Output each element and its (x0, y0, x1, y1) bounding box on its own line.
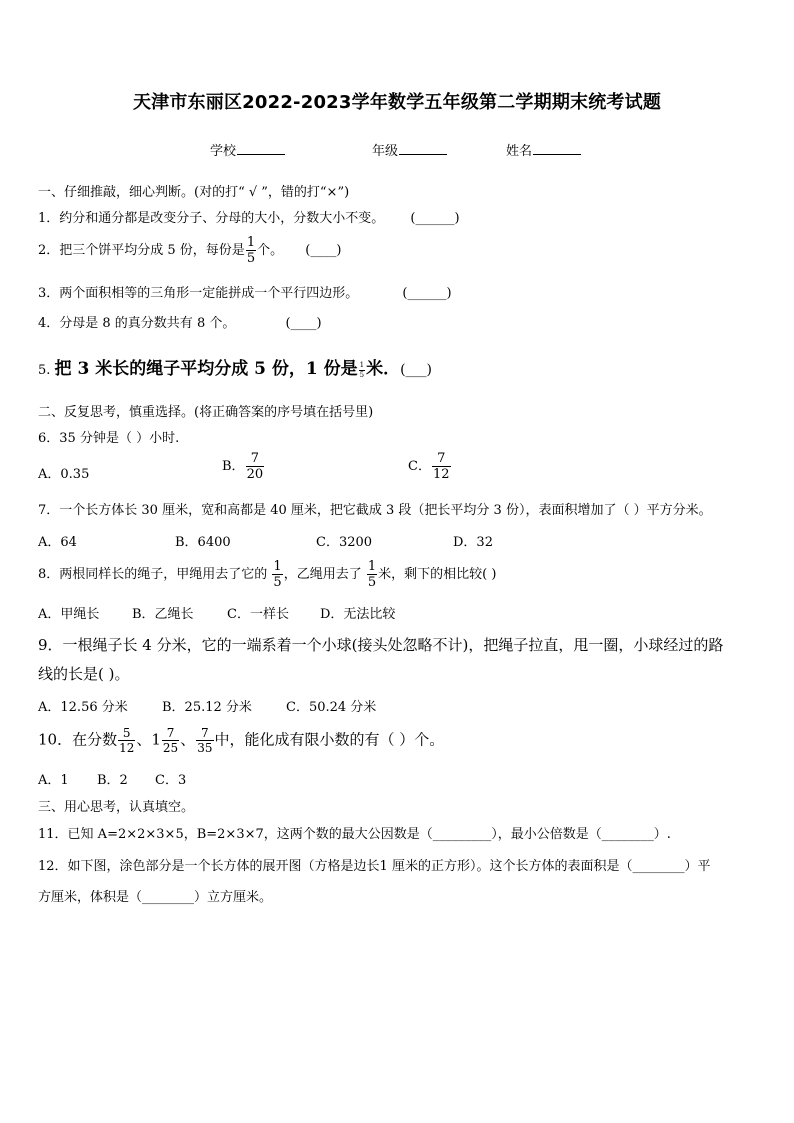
q8-text: 8．两根同样长的绳子，甲绳用去了它的 (38, 567, 268, 582)
q9-option-b[interactable]: B．25.12 分米 (162, 700, 252, 715)
question-11: 11．已知 A=2×2×3×5，B=2×3×7，这两个数的最大公因数是（_________），最小公倍数是（________）. (38, 827, 671, 842)
q8-f1-den: 5 (273, 575, 282, 590)
q9-option-a[interactable]: A．12.56 分米 (38, 700, 128, 715)
section3-heading: 三、用心思考，认真填空。 (38, 800, 195, 815)
school-field[interactable] (210, 140, 285, 159)
question-9-line-1: 9．一根绳子长 4 分米，它的一端系着一个小球(接头处忽略不计)，把绳子拉直，甩一圈，小球经过的路 (38, 636, 724, 654)
q2-frac-den: 5 (246, 251, 256, 266)
q10-option-c[interactable]: C．3 (155, 773, 187, 788)
q10-option-b[interactable]: B．2 (97, 773, 128, 788)
q5-text: 把 3 米长的绳子平均分成 5 份，1 份是 (54, 359, 358, 379)
q5-frac-num: 1 (359, 361, 365, 369)
q10-f2-den: 25 (162, 741, 179, 755)
question-2 (38, 236, 341, 265)
q5-frac-den: 5 (359, 371, 365, 379)
question-8 (38, 560, 496, 589)
q6-option-b-label: B． (222, 459, 245, 474)
q3-text: 3．两个面积相等的三角形一定能拼成一个平行四边形。 (38, 286, 359, 301)
q6-b-den: 20 (246, 467, 264, 482)
q8-fraction-2 (367, 560, 377, 589)
q2-frac-num: 1 (246, 235, 256, 250)
q6-option-a[interactable]: A．0.35 (38, 467, 90, 482)
q7-option-b[interactable]: B．6400 (175, 535, 231, 550)
q6-option-c[interactable] (408, 452, 452, 481)
q8-f2-den: 5 (367, 575, 377, 590)
q6-c-den: 12 (432, 467, 450, 482)
q2-fraction (246, 236, 256, 265)
school-label: 学校 (210, 144, 237, 159)
question-3 (38, 282, 452, 301)
q8-post: 米，剩下的相比较( ) (378, 567, 497, 582)
school-blank[interactable] (237, 142, 285, 155)
q10-sep2: 、 (180, 730, 196, 749)
grade-blank[interactable] (399, 142, 447, 155)
grade-field[interactable] (372, 140, 447, 159)
q4-text: 4．分母是 8 的真分数共有 8 个。 (38, 316, 236, 331)
grade-label: 年级 (372, 144, 399, 159)
q10-f1-num: 5 (122, 726, 131, 740)
q6-c-num: 7 (437, 451, 446, 466)
q2-answer[interactable]: (____) (305, 243, 342, 258)
q8-option-b[interactable]: B．乙绳长 (132, 607, 194, 622)
q1-answer[interactable]: (______) (410, 211, 460, 226)
q7-option-c[interactable]: C．3200 (316, 535, 373, 550)
q6-b-fraction (246, 452, 265, 481)
q8-option-d[interactable]: D．无法比较 (320, 607, 396, 622)
question-4 (38, 312, 322, 331)
q10-sep1: 、1 (136, 730, 161, 749)
q7-option-a[interactable]: A．64 (38, 535, 77, 550)
question-9-line-2: 线的长是( )。 (38, 665, 130, 683)
q2-post: 个。 (257, 243, 284, 258)
question-6: 6．35 分钟是（ ）小时. (38, 431, 180, 446)
q9-option-c[interactable]: C．50.24 分米 (286, 700, 377, 715)
question-7: 7．一个长方体长 30 厘米，宽和高都是 40 厘米，把它截成 3 段（把长平均分 3 份），表面积增加了（ ）平方分米。 (38, 503, 712, 518)
section2-heading: 二、反复思考，慎重选择。(将正确答案的序号填在括号里) (38, 405, 374, 420)
q8-option-a[interactable]: A．甲绳长 (38, 607, 100, 622)
q10-fraction-2 (162, 727, 179, 754)
q10-f2-num: 7 (166, 726, 175, 740)
question-10 (38, 727, 444, 754)
name-label: 姓名 (506, 144, 533, 159)
q8-mid: ，乙绳用去了 (283, 567, 362, 582)
q6-option-b[interactable] (222, 452, 265, 481)
q10-fraction-3 (196, 727, 213, 754)
q10-fraction-1 (118, 727, 135, 754)
q5-post: 米． (366, 359, 401, 379)
question-1 (38, 207, 460, 226)
question-12-line-2: 方厘米，体积是（________）立方厘米。 (38, 890, 273, 905)
q10-option-a[interactable]: A．1 (38, 773, 69, 788)
q5-fraction (359, 362, 365, 379)
q7-option-d[interactable]: D．32 (453, 535, 493, 550)
q8-f1-num: 1 (273, 559, 282, 574)
q1-text: 1．约分和通分都是改变分子、分母的大小，分数大小不变。 (38, 211, 385, 226)
section1-heading: 一、仔细推敲，细心判断。(对的打“ √ ”，错的打“×”) (38, 185, 350, 200)
q8-fraction-1 (272, 560, 282, 589)
q6-c-fraction (432, 452, 451, 481)
name-blank[interactable] (533, 142, 581, 155)
q8-f2-num: 1 (367, 559, 377, 574)
q4-answer[interactable]: (____) (285, 316, 322, 331)
q6-option-c-label: C． (408, 459, 431, 474)
q3-answer[interactable]: (______) (402, 286, 452, 301)
name-field[interactable] (506, 140, 581, 159)
question-5 (38, 354, 432, 379)
q5-number: 5. (38, 363, 51, 378)
q10-f1-den: 12 (119, 741, 135, 755)
q2-text: 2．把三个饼平均分成 5 份，每份是 (38, 243, 245, 258)
q6-b-num: 7 (250, 451, 259, 466)
q5-answer[interactable]: (___) (400, 362, 433, 378)
q10-f3-num: 7 (201, 726, 209, 740)
page-title: 天津市东丽区2022-2023学年数学五年级第二学期期末统考试题 (132, 92, 662, 113)
q10-text: 10．在分数 (38, 730, 118, 749)
q10-post: 中，能化成有限小数的有（ ）个。 (214, 730, 445, 749)
q8-option-c[interactable]: C．一样长 (227, 607, 289, 622)
question-12-line-1: 12．如下图，涂色部分是一个长方体的展开图（方格是边长1 厘米的正方形）。这个长方体的表面积是（________）平 (38, 859, 711, 874)
q10-f3-den: 35 (197, 741, 213, 755)
